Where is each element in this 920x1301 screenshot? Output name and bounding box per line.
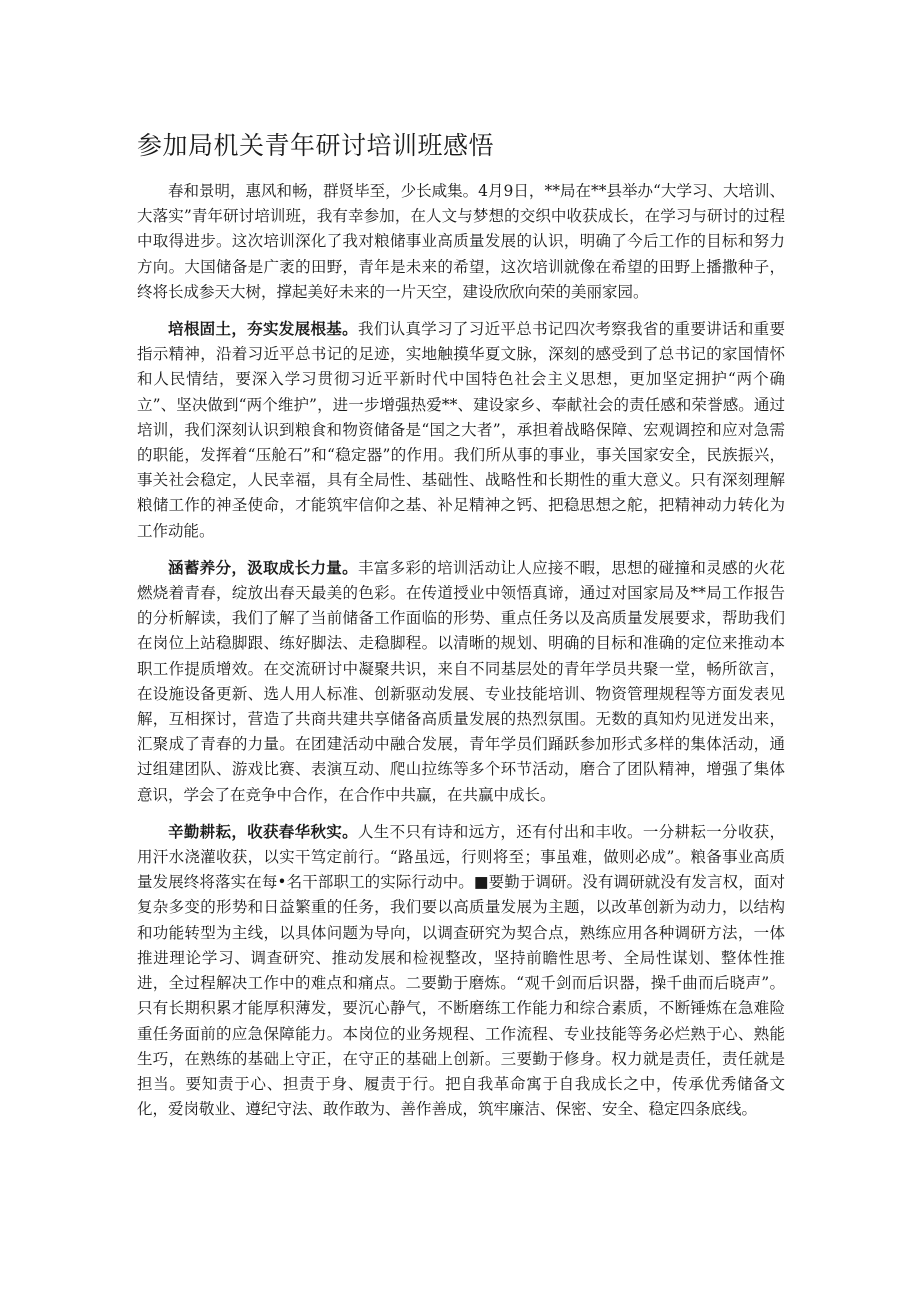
paragraph-lead: 培根固土，夯实发展根基。 <box>168 319 358 339</box>
paragraph-body: 我们认真学习了习近平总书记四次考察我省的重要讲话和重要指示精神，沿着习近平总书记的足迹，实地触摸华夏文脉，深刻的感受到了总书记的家国情怀和人民情结，要深入学习贯彻习近平新时代中国特色社会主义思想，更加坚定拥护“两个确立”、坚决做到“两个维护”，进一步增强热爱**、建设家乡、奉献社会的责任感和荣誉感。通过培训，我们深刻认识到粮食和物资储备是“国之大者”，承担着战略保障、宏观调控和应对急需的职能，发挥着“压舱石”和“稳定器”的作用。我们所从事的事业，事关国家安全，民族振兴，事关社会稳定，人民幸福，具有全局性、基础性、战略性和长期性的重大意义。只有深刻理解粮储工作的神圣使命，才能筑牢信仰之基、补足精神之钙、把稳思想之舵，把精神动力转化为工作动能。 <box>137 320 785 540</box>
paragraph-body: 人生不只有诗和远方，还有付出和丰收。一分耕耘一分收获，用汗水浇灌收获，以实干笃定前行。“路虽远，行则将至；事虽难，做则必成”。粮备事业高质量发展终将落实在每•名干部职工的实际行动中。■要勤于调研。没有调研就没有发言权，面对复杂多变的形势和日益繁重的任务，我们要以高质量发展为主题，以改革创新为动力，以结构和功能转型为主线，以具体问题为导向，以调查研究为契合点，熟练应用各种调研方法，一体推进理论学习、调查研究、推动发展和检视整改，坚持前瞻性思考、全局性谋划、整体性推进，全过程解决工作中的难点和痛点。二要勤于磨炼。“观千剑而后识器，操千曲而后晓声”。只有长期积累才能厚积薄发，要沉心静气，不断磨练工作能力和综合素质，不断锤炼在急难险重任务面前的应急保障能力。本岗位的业务规程、工作流程、专业技能等务必烂熟于心、熟能生巧，在熟练的基础上守正，在守正的基础上创新。三要勤于修身。权力就是责任，责任就是担当。要知责于心、担责于身、履责于行。把自我革命寓于自我成长之中，传承优秀储备文化，爱岗敬业、遵纪守法、敢作敢为、善作善成，筑牢廉洁、保密、安全、稳定四条底线。 <box>137 822 785 1119</box>
paragraph-section-3 <box>137 819 785 1122</box>
paragraph-lead: 涵蓄养分，汲取成长力量。 <box>168 557 358 577</box>
paragraph-lead: 辛勤耕耘，收获春华秋实。 <box>168 821 358 841</box>
paragraph-body: 丰富多彩的培训活动让人应接不暇，思想的碰撞和灵感的火花燃烧着青春，绽放出春天最美的色彩。在传道授业中领悟真谛，通过对国家局及**局工作报告的分析解读，我们了解了当前储备工作面临的形势、重点任务以及高质量发展要求，帮助我们在岗位上站稳脚跟、练好脚法、走稳脚程。以清晰的规划、明确的目标和准确的定位来推动本职工作提质增效。在交流研讨中凝聚共识，来自不同基层处的青年学员共聚一堂，畅所欲言，在设施设备更新、选人用人标准、创新驱动发展、专业技能培训、物资管理规程等方面发表见解，互相探讨，营造了共商共建共享储备高质量发展的热烈氛围。无数的真知灼见迸发出来，汇聚成了青春的力量。在团建活动中融合发展，青年学员们踊跃参加形式多样的集体活动，通过组建团队、游戏比赛、表演互动、爬山拉练等多个环节活动，磨合了团队精神，增强了集体意识，学会了在竞争中合作，在合作中共赢，在共赢中成长。 <box>137 558 785 804</box>
paragraph-section-2 <box>137 555 785 808</box>
document-page <box>137 128 785 1133</box>
paragraph-intro <box>137 178 785 305</box>
paragraph-body: 春和景明，惠风和畅，群贤毕至，少长咸集。4月9日，**局在**县举办“大学习、大培训、大落实”青年研讨培训班，我有幸参加，在人文与梦想的交织中收获成长，在学习与研讨的过程中取得进步。这次培训深化了我对粮储事业高质量发展的认识，明确了今后工作的目标和努力方向。大国储备是广袤的田野，青年是未来的希望，这次培训就像在希望的田野上播撒种子，终将长成参天大树，撑起美好未来的一片天空，建设欣欣向荣的美丽家园。 <box>137 182 785 301</box>
document-title: 参加局机关青年研讨培训班感悟 <box>137 131 495 160</box>
paragraph-section-1 <box>137 316 785 544</box>
